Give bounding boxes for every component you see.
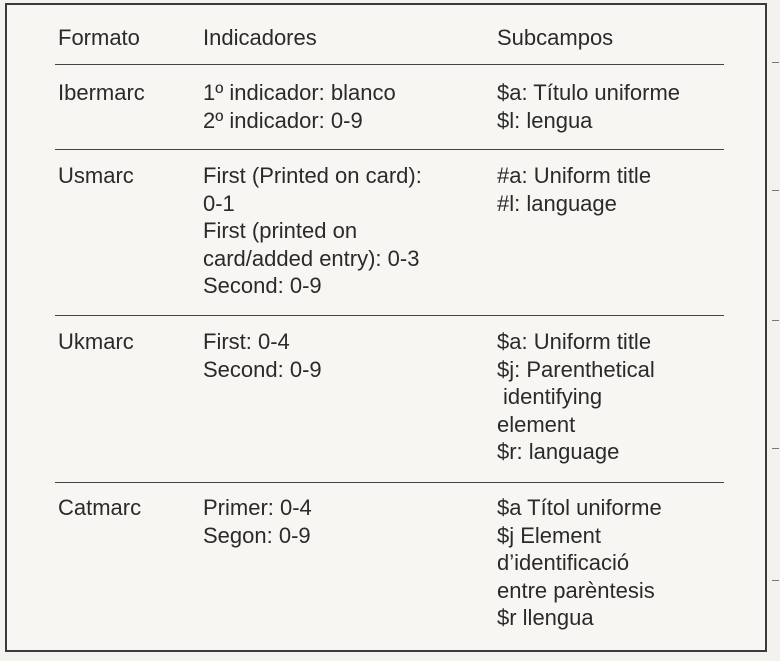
indicador-line: Second: 0-9 [203,356,322,382]
edge-mark [772,580,779,581]
indicador-line: Primer: 0-4 [203,495,312,520]
subcampo-line: $r: language [497,439,620,464]
header-indicadores: Indicadores [203,25,317,50]
table-frame [5,3,767,652]
cell-indicadores [203,494,312,549]
indicador-line: card/added entry): 0-3 [203,245,420,271]
cell-indicadores [203,162,422,300]
indicador-line: Segon: 0-9 [203,522,311,548]
subcampo-line: $a Títol uniforme [497,495,662,520]
subcampo-line: #l: language [497,190,617,216]
indicador-line: 0-1 [203,190,235,216]
subcampo-line: $a: Título uniforme [497,80,681,105]
row-divider [55,482,724,483]
indicador-line: 2º indicador: 0-9 [203,107,363,133]
cell-formato: Ibermarc [58,80,145,105]
edge-mark [772,448,779,449]
subcampo-line: d’identificació [497,550,630,575]
header-subcampos: Subcampos [497,25,614,50]
cell-formato: Catmarc [58,495,142,520]
cell-formato: Ukmarc [58,329,134,354]
edge-mark [772,320,779,321]
edge-mark [772,190,779,191]
subcampo-line: $a: Uniform title [497,329,652,354]
indicador-line: First: 0-4 [203,329,290,354]
subcampo-line: $j: Parenthetical [497,356,655,382]
cell-subcampos [497,494,662,632]
cell-subcampos [497,162,651,217]
header-divider [55,64,724,65]
subcampo-line: $j Element [497,522,601,548]
subcampo-line: element [497,411,576,437]
subcampo-line: $l: lengua [497,107,593,133]
subcampo-line: $r llengua [497,605,594,630]
header-formato: Formato [58,25,140,50]
cell-subcampos [497,79,680,134]
indicador-line: First (Printed on card): [203,163,422,188]
subcampo-line: entre parèntesis [497,577,655,603]
row-divider [55,315,724,316]
indicador-line: Second: 0-9 [203,273,322,298]
subcampo-line: #a: Uniform title [497,163,652,188]
cell-subcampos [497,328,655,466]
page-edge-marks [770,0,779,661]
subcampo-line: identifying [503,384,603,409]
cell-indicadores [203,328,322,383]
cell-indicadores [203,79,396,134]
indicador-line: First (printed on [203,218,358,243]
indicador-line: 1º indicador: blanco [203,80,396,105]
row-divider [55,149,724,150]
cell-formato: Usmarc [58,163,134,188]
edge-mark [772,62,779,63]
